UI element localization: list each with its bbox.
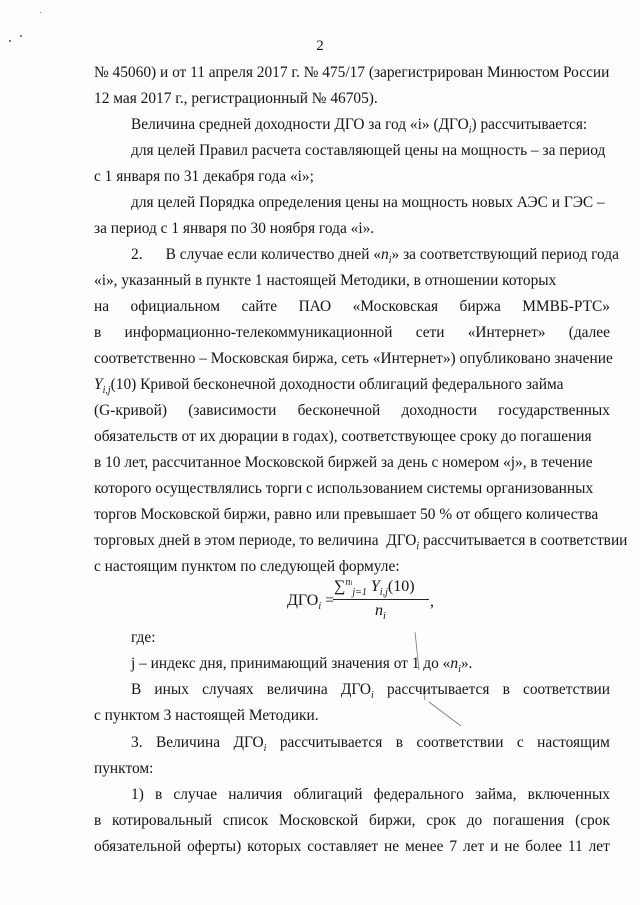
formula	[287, 572, 437, 622]
text-line: для целей Порядка определения цены на мощность новых АЭС и ГЭС –	[131, 194, 605, 211]
text-span: ) рассчитывается:	[471, 116, 588, 133]
word: котировальный	[112, 812, 213, 829]
scan-speck	[40, 12, 41, 13]
word: случае	[173, 786, 218, 803]
word: соответствии	[416, 734, 504, 751]
word: федерального	[373, 786, 464, 803]
formula-comma: ,	[430, 593, 434, 610]
justified-line	[131, 785, 610, 805]
word: (зависимости	[188, 402, 277, 419]
word: более	[525, 838, 562, 855]
word: «Интернет»	[467, 324, 546, 341]
justified-line	[94, 271, 610, 291]
word: рассчитывается	[386, 681, 490, 698]
text-line: за период с 1 января по 30 ноября года «i».	[94, 220, 375, 237]
word: ММВБ-РТС»	[522, 298, 610, 315]
word: включенных	[527, 786, 610, 803]
n-variable: n	[450, 655, 459, 672]
word: погашения	[493, 812, 565, 829]
word: 7	[449, 838, 458, 855]
item-number: 2.	[131, 246, 143, 263]
word: (далее	[568, 324, 610, 341]
text-span: торговых дней в этом периоде, то величина	[94, 532, 379, 549]
text-line: № 45060) и от 11 апреля 2017 г. № 475/17 (зарегистрирован Минюстом России	[94, 64, 610, 81]
word: составляет	[307, 838, 379, 855]
word: бесконечной	[297, 402, 381, 419]
word: на	[94, 298, 110, 315]
text-line: торгов Московской биржи, равно или превышает 50 % от общего количества	[94, 506, 599, 523]
dgo-label: ДГО	[386, 532, 417, 549]
word: 11	[567, 838, 583, 855]
formula-numerator: ∑$^{ni}_{j=1}$ $Y_{i,j}(10)$	[334, 576, 415, 599]
word: оферты)	[187, 838, 242, 855]
text-span: «i», указанный в пункте 1 настоящей Методики, в отношении которых	[94, 272, 557, 289]
justified-line	[94, 401, 610, 421]
justified-line	[131, 680, 610, 700]
word: $ДГО_i$	[233, 734, 267, 755]
word: сайте	[241, 298, 278, 315]
word: в	[154, 786, 163, 803]
item-number: 3.	[131, 734, 143, 751]
fraction-bar	[333, 599, 429, 600]
word: иных	[154, 681, 189, 698]
word: в	[94, 812, 102, 829]
text-line	[131, 654, 640, 674]
text-line: в 10 лет, рассчитанное Московской биржей за день с номером «j», в течение	[94, 454, 593, 471]
text-span: Кривой бесконечной доходности облигаций федерального займа	[136, 376, 564, 393]
word: в	[395, 734, 404, 751]
text-span: j – индекс дня, принимающий значения от 1 до «	[131, 655, 451, 672]
word: случаях	[202, 681, 254, 698]
word: сети	[415, 324, 445, 341]
subscript-ij: i,j	[102, 385, 111, 397]
subscript-i: i	[416, 541, 420, 553]
word: в	[94, 324, 102, 341]
formula-denominator: $n_i$	[375, 602, 386, 623]
formula-lhs: $ДГО_i$ =	[287, 592, 335, 613]
text-span: ».	[460, 655, 473, 672]
subscript-i: i	[458, 664, 461, 676]
word: не	[504, 838, 520, 855]
justified-line	[94, 427, 610, 447]
word: доходности	[401, 402, 477, 419]
text-line: 2. В случае если количество дней «$n_i$» за соответствующий период года	[131, 246, 619, 267]
word: «Московская	[352, 298, 439, 315]
text-span: (10)	[110, 376, 137, 393]
page-number: 2	[316, 38, 324, 54]
word: с	[516, 734, 524, 751]
word: облигаций	[293, 786, 363, 803]
text-span: за соответствующий период года	[403, 246, 619, 263]
word: соответствии	[523, 681, 610, 698]
text-line	[94, 531, 628, 553]
text-line: 12 мая 2017 г., регистрационный № 46705).	[94, 90, 378, 107]
justified-line	[94, 297, 610, 317]
word: не	[384, 838, 400, 855]
text-span: Величина средней доходности ДГО за год «i» (ДГО	[131, 116, 469, 133]
justified-line	[94, 837, 610, 857]
text-line: пунктом:	[94, 760, 154, 777]
text-span: обязательств от их дюрации в годах), соответствующее сроку до погашения	[94, 428, 592, 445]
justified-line	[94, 811, 610, 831]
text-span: рассчитывается в соответствии	[419, 532, 628, 549]
text-line: с пунктом 3 настоящей Методики.	[94, 707, 319, 724]
word: информационно-телекоммуникационной	[124, 324, 393, 341]
justified-line	[131, 733, 610, 753]
sum-upper: ni	[345, 576, 353, 588]
justified-line	[94, 323, 610, 343]
word: (G-кривой)	[94, 402, 167, 419]
text-line	[94, 375, 610, 395]
word: биржи,	[369, 812, 416, 829]
word: и	[490, 838, 499, 855]
word: рассчитывается	[279, 734, 383, 751]
item-number: 1)	[131, 786, 144, 803]
text-line: соответственно – Московская биржа, сеть «Интернет») опубликовано значение	[94, 350, 613, 367]
word: величина	[266, 681, 328, 698]
word: в	[502, 681, 510, 698]
word: (срок	[575, 812, 610, 829]
word: срок	[426, 812, 456, 829]
word: Московской	[278, 812, 359, 829]
text-span: В случае если количество дней «	[165, 246, 382, 263]
word: официальном	[130, 298, 220, 315]
word: до	[466, 812, 483, 829]
word: наличия	[228, 786, 283, 803]
word: лет	[462, 838, 485, 855]
word: список	[222, 812, 269, 829]
word: займа,	[474, 786, 517, 803]
word: лет	[588, 838, 610, 855]
word: обязательной	[94, 838, 182, 855]
text-line: где:	[131, 629, 156, 646]
text-line: для целей Правил расчета составляющей цены на мощность – за период	[131, 142, 606, 159]
word: государственных	[498, 402, 610, 419]
subscript-i: i	[468, 125, 472, 137]
text-line: с настоящим пунктом по следующей формуле:	[94, 558, 400, 575]
word: ПАО	[298, 298, 332, 315]
subscript-i: i	[388, 255, 392, 267]
word: которых	[247, 838, 302, 855]
n-variable: n	[381, 246, 389, 263]
text-line: которого осуществлялись торги с использованием системы организованных	[94, 480, 594, 497]
word: $ДГО_i$	[340, 681, 374, 702]
word: менее	[404, 838, 444, 855]
word: биржа	[459, 298, 501, 315]
word: В	[131, 681, 142, 698]
text-line: с 1 января по 31 декабря года «i»;	[94, 168, 314, 185]
word: настоящим	[537, 734, 610, 751]
sum-lower: j=1	[352, 587, 367, 599]
text-line	[131, 115, 640, 135]
scan-speck	[20, 35, 22, 37]
y-variable: Y	[94, 376, 103, 393]
word: Величина	[155, 734, 221, 751]
